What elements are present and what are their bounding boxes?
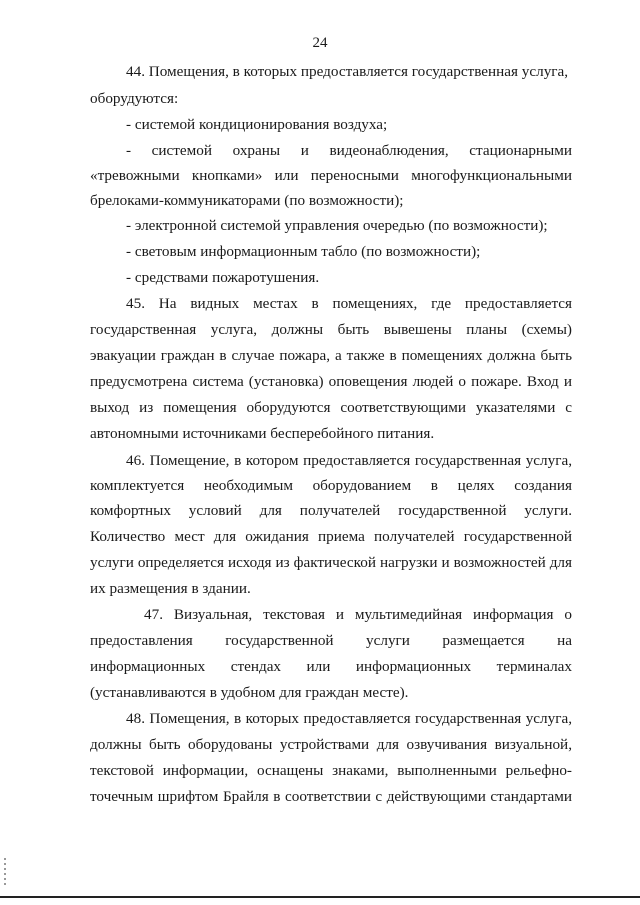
text-line: текстовой информации, оснащены знаками, выполненными рельефно- — [90, 762, 572, 779]
text-line: Количество мест для ожидания приема получателей государственной — [90, 528, 572, 545]
page-number: 24 — [312, 35, 328, 51]
text-line: 46. Помещение, в котором предоставляется государственная услуга, — [126, 452, 572, 469]
text-line: автономными источниками бесперебойного питания. — [90, 425, 435, 442]
text-line: должны быть оборудованы устройствами для озвучивания визуальной, — [90, 736, 572, 753]
text-line: выход из помещения оборудуются соответствующими указателями с — [90, 399, 572, 416]
text-line: эвакуации граждан в случае пожара, а также в помещениях должна быть — [90, 347, 572, 364]
text-line: - системой охраны и видеонаблюдения, стационарными — [126, 142, 572, 159]
text-line: 48. Помещения, в которых предоставляется государственная услуга, — [126, 710, 572, 727]
scan-margin-mark — [4, 858, 6, 888]
text-line: информационных стендах или информационных терминалах — [90, 658, 572, 675]
text-line: - средствами пожаротушения. — [126, 269, 320, 286]
text-line: 44. Помещения, в которых предоставляется государственная услуга, — [126, 63, 569, 80]
text-line: 47. Визуальная, текстовая и мультимедийная информация о — [144, 606, 572, 623]
text-line: их размещения в здании. — [90, 580, 251, 597]
text-line: точечным шрифтом Брайля в соответствии с действующими стандартами — [90, 788, 572, 805]
text-line: государственная услуга, должны быть вывешены планы (схемы) — [90, 321, 572, 338]
text-line: - световым информационным табло (по возможности); — [126, 243, 481, 260]
text-line: - системой кондиционирования воздуха; — [126, 116, 388, 133]
text-line: комфортных условий для получателей государственной услуги. — [90, 502, 572, 519]
text-line: оборудуются: — [90, 90, 179, 107]
text-line: (устанавливаются в удобном для граждан месте). — [90, 684, 409, 701]
text-line: «тревожными кнопками» или переносными многофункциональными — [90, 167, 572, 184]
text-line: услуги определяется исходя из фактической нагрузки и возможностей для — [90, 554, 572, 571]
text-line: брелоками-коммуникаторами (по возможности); — [90, 192, 404, 209]
text-line: предусмотрена система (установка) оповещения людей о пожаре. Вход и — [90, 373, 572, 390]
text-line: предоставления государственной услуги размещается на — [90, 632, 572, 649]
text-line: 45. На видных местах в помещениях, где предоставляется — [126, 295, 572, 312]
text-line: - электронной системой управления очередью (по возможности); — [126, 217, 548, 234]
scan-bottom-edge — [0, 896, 640, 898]
text-line: комплектуется необходимым оборудованием в целях создания — [90, 477, 572, 494]
